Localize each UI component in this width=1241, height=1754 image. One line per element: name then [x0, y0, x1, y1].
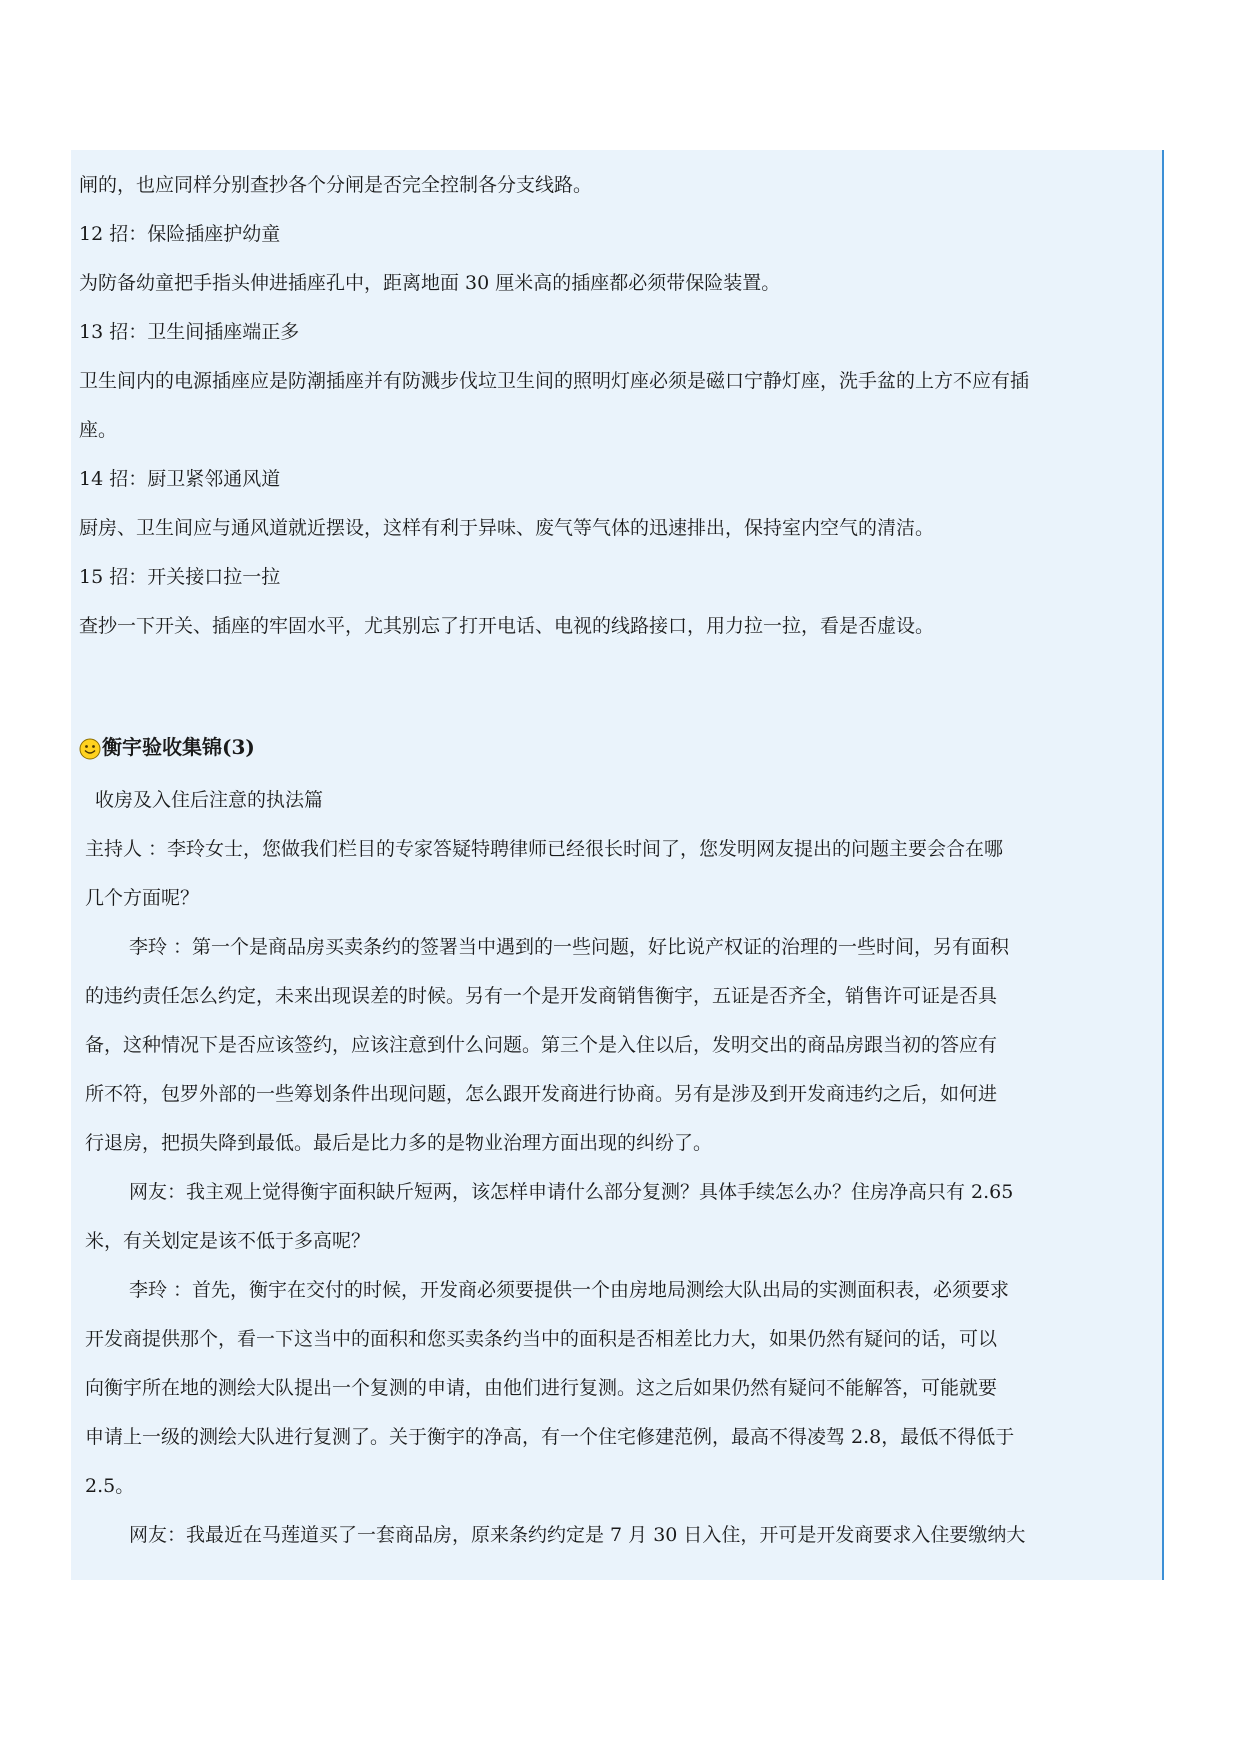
article-subtitle: 收房及入住后注意的执法篇: [95, 789, 324, 811]
text-line: 几个方面呢？: [85, 887, 200, 909]
text-line: 行退房，把损失降到最低。最后是比力多的是物业治理方面出现的纠纷了。: [85, 1132, 713, 1154]
text-line: 所不符，包罗外部的一些筹划条件出现问题，怎么跟开发商进行协商。另有是涉及到开发商违约之后，如何进: [85, 1083, 998, 1105]
text-line: 向衡宇所在地的测绘大队提出一个复测的申请，由他们进行复测。这之后如果仍然有疑问不能解答，可能就要: [85, 1377, 998, 1399]
section-title: 15 招：开关接口拉一拉: [79, 566, 281, 588]
text-line: 查抄一下开关、插座的牢固水平，尤其别忘了打开电话、电视的线路接口，用力拉一拉，看是否虚设。: [79, 615, 935, 637]
text-line: 开发商提供那个，看一下这当中的面积和您买卖条约当中的面积是否相差比力大，如果仍然有疑问的话，可以: [85, 1328, 998, 1350]
text-line: 厨房、卫生间应与通风道就近摆设，这样有利于异味、废气等气体的迅速排出，保持室内空气的清洁。: [79, 517, 935, 539]
section-title: 12 招：保险插座护幼童: [79, 223, 281, 245]
text-line: 卫生间内的电源插座应是防潮插座并有防溅步伐垃卫生间的照明灯座必须是磁口宁静灯座，洗手盆的上方不应有插: [79, 370, 1030, 392]
text-line: 网友：我最近在马莲道买了一套商品房，原来条约约定是 7 月 30 日入住，开可是开发商要求入住要缴纳大: [129, 1524, 1026, 1546]
text-line: 李玲 ：第一个是商品房买卖条约的签署当中遇到的一些问题，好比说产权证的治理的一些时间，另有面积: [129, 936, 1010, 958]
text-line: 的违约责任怎么约定，未来出现误差的时候。另有一个是开发商销售衡宇，五证是否齐全，销售许可证是否具: [85, 985, 998, 1007]
text-line: 李玲 ：首先，衡宇在交付的时候，开发商必须要提供一个由房地局测绘大队出局的实测面积表，必须要求: [129, 1279, 1010, 1301]
text-line: 申请上一级的测绘大队进行复测了。关于衡宇的净高，有一个住宅修建范例，最高不得凌驾 2.8，最低不得低于: [85, 1426, 1015, 1448]
text-line: 2.5。: [85, 1475, 135, 1497]
text-line: 座。: [79, 419, 118, 441]
text-line: 为防备幼童把手指头伸进插座孔中，距离地面 30 厘米高的插座都必须带保险装置。: [79, 272, 781, 294]
text-line: 米，有关划定是该不低于多高呢？: [85, 1230, 371, 1252]
section-title: 13 招：卫生间插座端正多: [79, 321, 300, 343]
section-title: 14 招：厨卫紧邻通风道: [79, 468, 281, 490]
article-title: 衡宇验收集锦(3): [102, 735, 255, 759]
document-panel: [71, 150, 1164, 1580]
text-line: 备，这种情况下是否应该签约，应该注意到什么问题。第三个是入住以后，发明交出的商品房跟当初的答应有: [85, 1034, 998, 1056]
text-line: 网友：我主观上觉得衡宇面积缺斤短两，该怎样申请什么部分复测？具体手续怎么办？住房净高只有 2.65: [129, 1181, 1014, 1203]
smiley-icon: [79, 738, 101, 760]
text-line: 主持人 ：李玲女士，您做我们栏目的专家答疑特聘律师已经很长时间了，您发明网友提出的问题主要会合在哪: [85, 838, 1004, 860]
text-line: 闸的，也应同样分别查抄各个分闸是否完全控制各分支线路。: [79, 174, 593, 196]
article-heading: [79, 730, 255, 760]
